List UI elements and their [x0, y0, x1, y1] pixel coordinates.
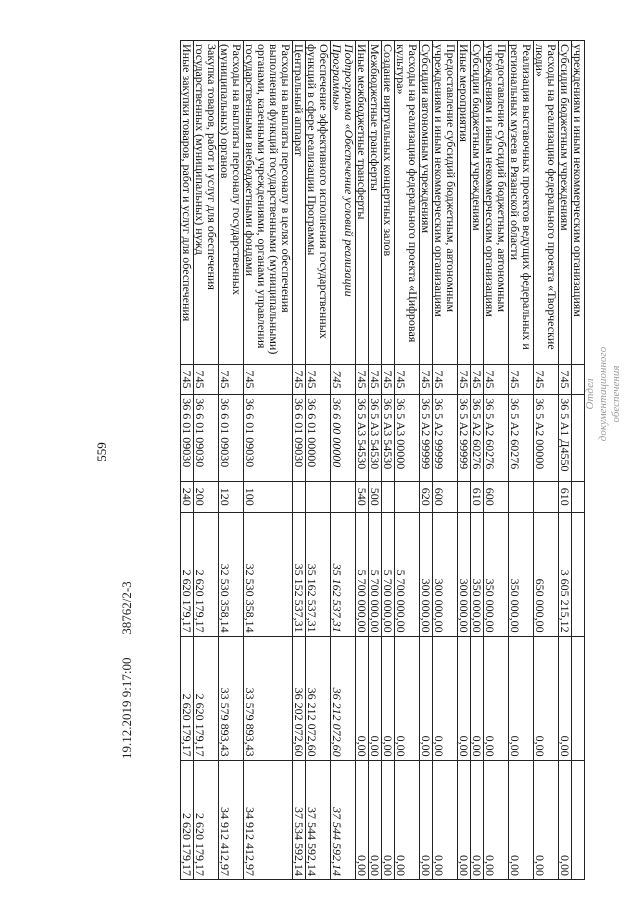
cell-sum-2020: 5 700 000,00 [382, 512, 395, 636]
cell-ved: 745 [194, 364, 219, 395]
cell-ved: 745 [181, 364, 194, 395]
cell-name: Предоставление субсидий бюджетным, автономным учреждениям и иным некоммерческим организациям [433, 41, 458, 365]
cell-sum-2021: 2 620 179,17 [181, 636, 194, 760]
cell-sum-2021: 0,00 [509, 636, 534, 760]
cell-sum-2020: 350 000,00 [484, 512, 509, 636]
table-row [331, 41, 356, 880]
cell-sum-2022: 0,00 [395, 760, 420, 879]
cell-sum-2021: 36 212 072,60 [331, 636, 356, 760]
cell-csr: 36 6 01 09030 [194, 395, 219, 482]
cell-vr [293, 481, 306, 512]
cell-sum-2020: 32 530 358,14 [219, 512, 244, 636]
cell-sum-2020: 300 000,00 [420, 512, 433, 636]
cell-vr: 610 [559, 481, 572, 512]
cell-ved: 745 [420, 364, 433, 395]
cell-ved: 745 [306, 364, 331, 395]
cell-sum-2022: 2 620 179,17 [194, 760, 219, 879]
cell-sum-2020: 2 620 179,17 [194, 512, 219, 636]
cell-ved: 745 [356, 364, 369, 395]
cell-sum-2022: 0,00 [458, 760, 471, 879]
cell-ved: 745 [433, 364, 458, 395]
cell-name: Подпрограмма «Обеспечение условий реализации Программы» [331, 41, 356, 365]
cell-vr: 620 [420, 481, 433, 512]
cell-sum-2021: 2 620 179,17 [194, 636, 219, 760]
cell-vr: 540 [356, 481, 369, 512]
table-row [194, 41, 219, 880]
cell-vr: 500 [369, 481, 382, 512]
cell-sum-2022: 34 912 412,97 [244, 760, 293, 879]
cell-csr: 36 5 A2 99999 [458, 395, 471, 482]
cell-name: Центральный аппарат [293, 41, 306, 365]
table-row [433, 41, 458, 880]
cell-csr: 36 5 A3 54530 [369, 395, 382, 482]
cell-csr: 36 5 A2 60276 [509, 395, 534, 482]
table-row [420, 41, 433, 880]
cell-name: Субсидии бюджетным учреждениям [559, 41, 572, 365]
cell-sum-2020: 650 000,00 [534, 512, 559, 636]
cell-sum-2022: 0,00 [433, 760, 458, 879]
cell-name: Межбюджетные трансферты [369, 41, 382, 365]
table-row [471, 41, 484, 880]
cell-name: Расходы на реализацию федерального проекта «Цифровая культура» [395, 41, 420, 365]
cell-ved: 745 [244, 364, 293, 395]
cell-vr [382, 481, 395, 512]
cell-sum-2021 [572, 636, 585, 760]
cell-sum-2021: 0,00 [471, 636, 484, 760]
cell-csr: 36 5 A2 99999 [433, 395, 458, 482]
cell-sum-2021: 36 202 072,60 [293, 636, 306, 760]
table-row [559, 41, 572, 880]
cell-csr [572, 395, 585, 482]
footer-datetime: 19.12.2019 9:17:00 [119, 657, 134, 759]
cell-ved: 745 [293, 364, 306, 395]
cell-name: Расходы на выплаты персоналу государственных (муниципальных) органов [219, 41, 244, 365]
table-row [356, 41, 369, 880]
footer [119, 519, 137, 759]
cell-csr: 36 5 A3 54530 [382, 395, 395, 482]
table-row [369, 41, 382, 880]
table-row [382, 41, 395, 880]
cell-sum-2021: 33 579 893,43 [244, 636, 293, 760]
cell-vr [331, 481, 356, 512]
cell-csr: 36 6 01 09030 [219, 395, 244, 482]
cell-sum-2021: 36 212 072,60 [306, 636, 331, 760]
cell-sum-2020: 5 700 000,00 [356, 512, 369, 636]
cell-ved: 745 [471, 364, 484, 395]
table-row [534, 41, 559, 880]
cell-sum-2021: 0,00 [534, 636, 559, 760]
cell-sum-2022: 0,00 [420, 760, 433, 879]
cell-ved: 745 [219, 364, 244, 395]
cell-sum-2020: 5 700 000,00 [369, 512, 382, 636]
cell-csr: 36 5 A2 60276 [471, 395, 484, 482]
cell-csr: 36 5 A3 54530 [356, 395, 369, 482]
cell-sum-2022: 0,00 [484, 760, 509, 879]
footer-doc-code: 38762/2-3 [119, 581, 134, 635]
cell-vr: 120 [219, 481, 244, 512]
table-row [293, 41, 306, 880]
cell-csr: 36 5 A2 99999 [420, 395, 433, 482]
cell-sum-2022: 0,00 [509, 760, 534, 879]
cell-sum-2022: 0,00 [356, 760, 369, 879]
cell-name: Расходы на выплаты персоналу в целях обеспечения выполнения функций государственными (муниципальными) органами, казенными учреждениями, органами управления государственными внебюджетными фондами [244, 41, 293, 365]
cell-ved: 745 [458, 364, 471, 395]
cell-sum-2020: 2 620 179,17 [181, 512, 194, 636]
cell-sum-2022: 0,00 [369, 760, 382, 879]
table-row [458, 41, 471, 880]
cell-name: Реализация выставочных проектов ведущих федеральных и региональных музеев в Рязанской области [509, 41, 534, 365]
cell-sum-2021: 0,00 [382, 636, 395, 760]
department-stamp: Отдел документационного обеспечения [584, 346, 622, 442]
cell-sum-2020: 300 000,00 [433, 512, 458, 636]
page-number: 559 [94, 442, 109, 462]
cell-vr: 200 [194, 481, 219, 512]
cell-sum-2020: 35 162 537,31 [331, 512, 356, 636]
cell-csr: 36 5 A2 00000 [534, 395, 559, 482]
cell-sum-2020 [572, 512, 585, 636]
cell-vr [395, 481, 420, 512]
cell-sum-2020: 350 000,00 [509, 512, 534, 636]
cell-sum-2020: 300 000,00 [458, 512, 471, 636]
table-row [509, 41, 534, 880]
cell-name: Иные межбюджетные трансферты [356, 41, 369, 365]
budget-table [180, 40, 585, 880]
cell-sum-2020: 35 152 537,31 [293, 512, 306, 636]
cell-name: Расходы на реализацию федерального проекта «Творческие люди» [534, 41, 559, 365]
cell-sum-2022: 2 620 179,17 [181, 760, 194, 879]
cell-sum-2022: 37 534 592,14 [293, 760, 306, 879]
cell-sum-2021: 33 579 893,43 [219, 636, 244, 760]
budget-table-body [181, 41, 585, 880]
cell-name: Обеспечение эффективного исполнения государственных функций в сфере реализации Программы [306, 41, 331, 365]
table-row [484, 41, 509, 880]
cell-sum-2022: 0,00 [559, 760, 572, 879]
cell-csr: 36 6 01 09030 [244, 395, 293, 482]
cell-name: Иные мероприятия [458, 41, 471, 365]
table-row [306, 41, 331, 880]
cell-sum-2022 [572, 760, 585, 879]
cell-sum-2022: 37 544 592,14 [306, 760, 331, 879]
cell-name: учреждениям и иным некоммерческим организациям [572, 41, 585, 365]
cell-vr [572, 481, 585, 512]
cell-sum-2020: 350 000,00 [471, 512, 484, 636]
cell-sum-2022: 0,00 [382, 760, 395, 879]
cell-csr: 36 6 01 09030 [181, 395, 194, 482]
cell-vr: 240 [181, 481, 194, 512]
cell-ved: 745 [331, 364, 356, 395]
cell-vr [458, 481, 471, 512]
cell-vr: 100 [244, 481, 293, 512]
cell-sum-2021: 0,00 [356, 636, 369, 760]
cell-vr: 610 [471, 481, 484, 512]
cell-sum-2022: 0,00 [471, 760, 484, 879]
cell-csr: 36 6 01 00000 [306, 395, 331, 482]
cell-ved [572, 364, 585, 395]
cell-ved: 745 [509, 364, 534, 395]
table-row [395, 41, 420, 880]
cell-ved: 745 [369, 364, 382, 395]
cell-name: Субсидии бюджетным учреждениям [471, 41, 484, 365]
cell-csr: 36 6 01 09030 [293, 395, 306, 482]
cell-name: Создание виртуальных концертных залов [382, 41, 395, 365]
cell-name: Предоставление субсидий бюджетным, автономным учреждениям и иным некоммерческим организациям [484, 41, 509, 365]
cell-ved: 745 [382, 364, 395, 395]
cell-sum-2020: 35 162 537,31 [306, 512, 331, 636]
cell-csr: 36 5 A3 00000 [395, 395, 420, 482]
cell-vr: 600 [484, 481, 509, 512]
cell-ved: 745 [395, 364, 420, 395]
cell-sum-2022: 37 544 592,14 [331, 760, 356, 879]
table-row [572, 41, 585, 880]
cell-ved: 745 [534, 364, 559, 395]
cell-sum-2021: 0,00 [395, 636, 420, 760]
cell-csr: 36 5 A2 60276 [484, 395, 509, 482]
cell-sum-2022: 34 912 412,97 [219, 760, 244, 879]
cell-sum-2021: 0,00 [458, 636, 471, 760]
cell-sum-2020: 3 605 215,12 [559, 512, 572, 636]
cell-csr: 36 5 A1 Д4550 [559, 395, 572, 482]
cell-sum-2021: 0,00 [433, 636, 458, 760]
cell-vr [534, 481, 559, 512]
cell-vr [509, 481, 534, 512]
cell-ved: 745 [484, 364, 509, 395]
table-row [181, 41, 194, 880]
cell-sum-2020: 5 700 000,00 [395, 512, 420, 636]
cell-ved: 745 [559, 364, 572, 395]
cell-sum-2021: 0,00 [559, 636, 572, 760]
cell-sum-2021: 0,00 [369, 636, 382, 760]
cell-vr [306, 481, 331, 512]
cell-name: Субсидии автономным учреждениям [420, 41, 433, 365]
budget-table-container [85, 40, 585, 880]
cell-csr: 36 6 00 00000 [331, 395, 356, 482]
cell-sum-2021: 0,00 [484, 636, 509, 760]
cell-name: Закупка товаров, работ и услуг для обеспечения государственных (муниципальных) нужд [194, 41, 219, 365]
table-row [219, 41, 244, 880]
table-row [244, 41, 293, 880]
cell-sum-2021: 0,00 [420, 636, 433, 760]
cell-vr: 600 [433, 481, 458, 512]
cell-sum-2022: 0,00 [534, 760, 559, 879]
cell-sum-2020: 32 530 358,14 [244, 512, 293, 636]
cell-name: Иные закупки товаров, работ и услуг для обеспечения [181, 41, 194, 365]
